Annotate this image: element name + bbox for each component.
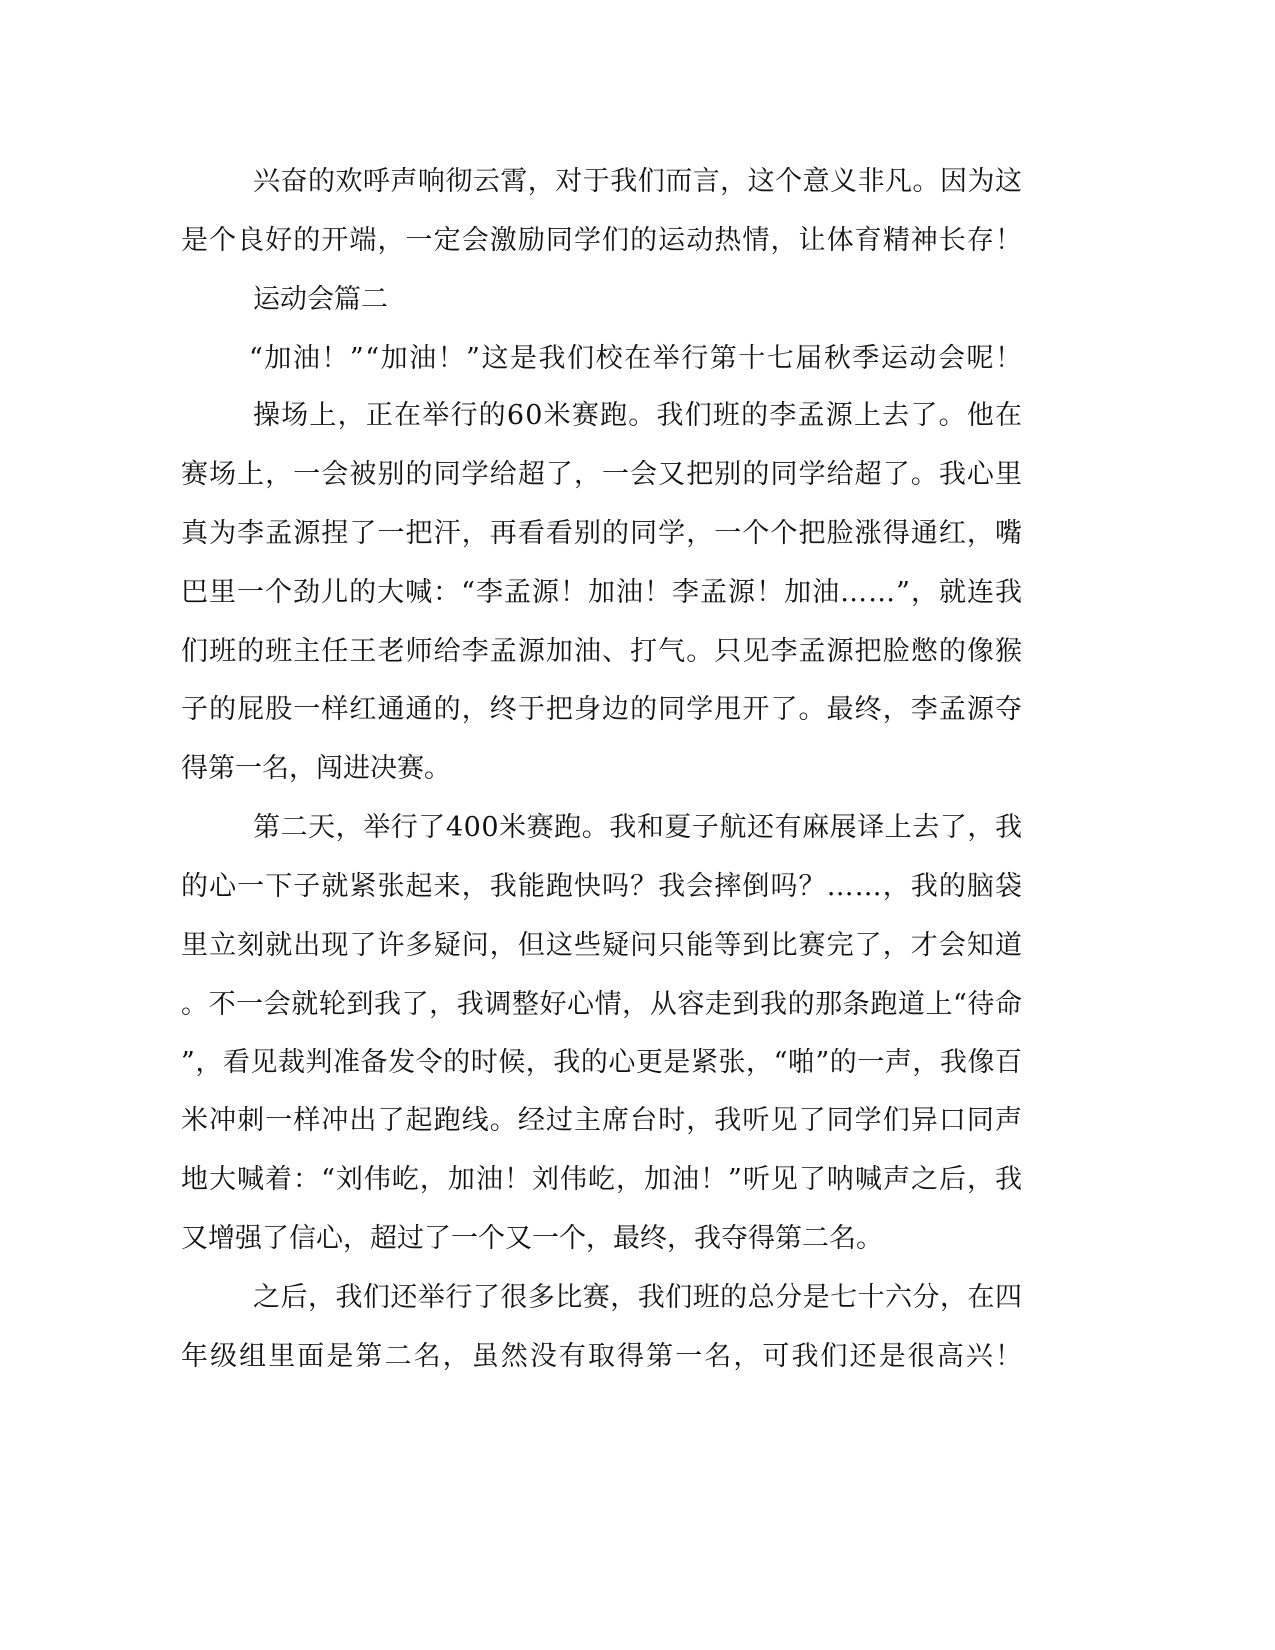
text-line (0, 1160, 1275, 1200)
text-line (0, 1278, 1275, 1318)
text-line-content: 地大喊着：“刘伟屹，加油！刘伟屹，加油！”听见了呐喊声之后，我 (181, 1164, 1024, 1195)
text-line-content: 们班的班主任王老师给李孟源加油、打气。只见李孟源把脸憋的像猴 (181, 636, 1024, 667)
text-line-content: 又增强了信心，超过了一个又一个，最终，我夺得第二名。 (181, 1223, 883, 1254)
text-line (0, 632, 1275, 672)
text-line-content: 巴里一个劲儿的大喊：“李孟源！加油！李孟源！加油……”，就连我 (181, 577, 1024, 608)
text-line-content: 年级组里面是第二名，虽然没有取得第一名，可我们还是很高兴！ (181, 1341, 1025, 1372)
text-line (0, 162, 1275, 202)
text-line-content: 真为李孟源捏了一把汗，再看看别的同学，一个个把脸涨得通红，嘴 (181, 518, 1024, 549)
text-line-content: 赛场上，一会被别的同学给超了，一会又把别的同学给超了。我心里 (181, 459, 1024, 490)
text-line-content: ”，看见裁判准备发令的时候，我的心更是紧张，“啪”的一声，我像百 (181, 1047, 1023, 1078)
text-line (0, 1219, 1275, 1259)
text-line (0, 749, 1275, 789)
text-line (0, 455, 1275, 495)
section-heading (0, 280, 1275, 320)
text-line (0, 1043, 1275, 1083)
text-line (0, 514, 1275, 554)
text-line (0, 339, 1275, 379)
text-line-content: 得第一名，闯进决赛。 (181, 753, 451, 784)
text-line-content: 兴奋的欢呼声响彻云霄，对于我们而言，这个意义非凡。因为这 (253, 166, 1023, 197)
section-heading-text: 运动会篇二 (253, 284, 388, 315)
text-line-content: “加油！”“加油！”这是我们校在举行第十七届秋季运动会呢！ (249, 343, 1024, 374)
text-line (0, 985, 1275, 1025)
text-line-content: 米冲刺一样冲出了起跑线。经过主席台时，我听见了同学们异口同声 (181, 1105, 1024, 1136)
text-line-content: 里立刻就出现了许多疑问，但这些疑问只能等到比赛完了，才会知道 (181, 930, 1024, 961)
text-line-content: 之后，我们还举行了很多比赛，我们班的总分是七十六分，在四 (253, 1282, 1023, 1313)
text-line-content: 的心一下子就紧张起来，我能跑快吗？我会摔倒吗？……，我的脑袋 (181, 871, 1024, 902)
text-line (0, 396, 1275, 436)
text-line (0, 926, 1275, 966)
text-line (0, 1337, 1275, 1377)
text-line (0, 867, 1275, 907)
text-line-content: 操场上，正在举行的60米赛跑。我们班的李孟源上去了。他在 (253, 400, 1024, 431)
text-line (0, 573, 1275, 613)
text-line-content: 子的屁股一样红通通的，终于把身边的同学甩开了。最终，李孟源夺 (181, 694, 1024, 725)
text-line (0, 690, 1275, 730)
text-line-content: 是个良好的开端，一定会激励同学们的运动热情，让体育精神长存！ (181, 225, 1024, 256)
text-line (0, 221, 1275, 261)
text-line-content: 。不一会就轮到我了，我调整好心情，从容走到我的那条跑道上“待命 (181, 989, 1023, 1020)
text-line (0, 808, 1275, 848)
text-line-content: 第二天，举行了400米赛跑。我和夏子航还有麻展译上去了，我 (253, 812, 1023, 843)
text-line (0, 1101, 1275, 1141)
